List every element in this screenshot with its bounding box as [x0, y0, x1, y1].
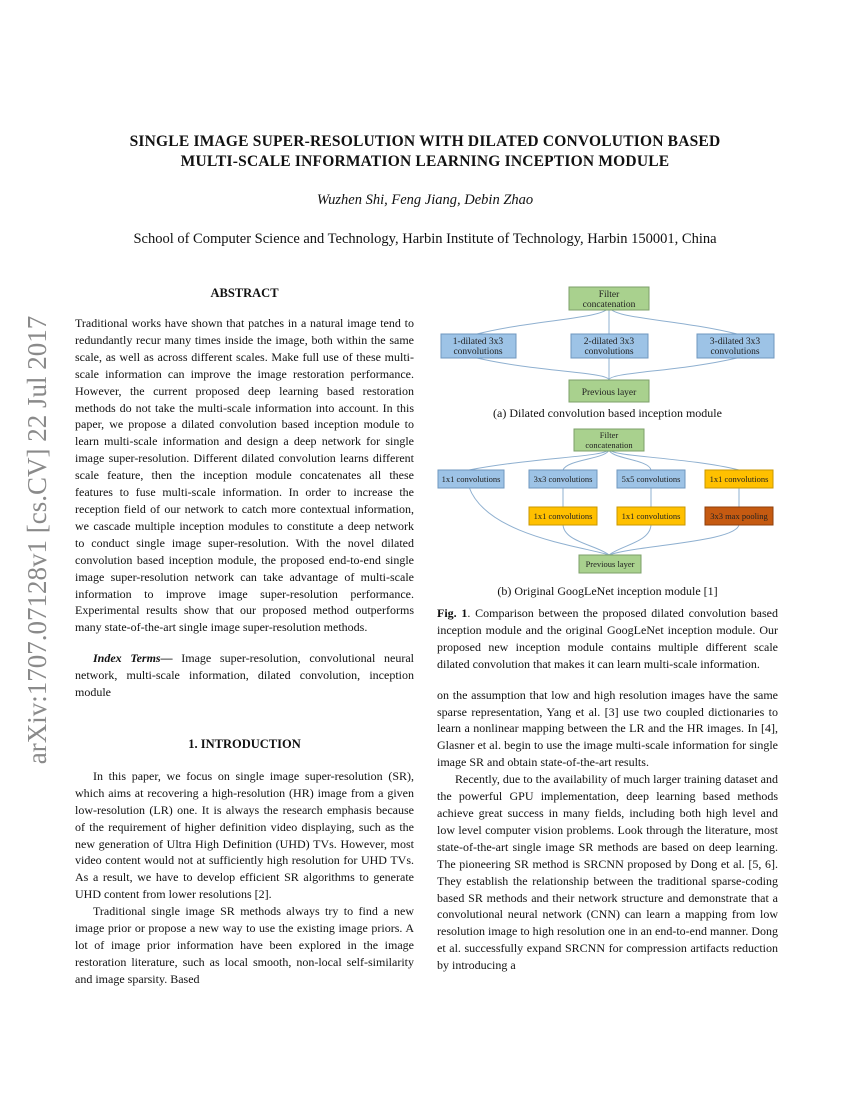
left-column — [75, 286, 414, 988]
paper-title — [60, 132, 790, 172]
title-line-1: SINGLE IMAGE SUPER-RESOLUTION WITH DILATED CONVOLUTION BASED — [129, 133, 721, 150]
fb-top-label-1: Filter — [599, 430, 619, 440]
intro-paragraph-1: In this paper, we focus on single image super-resolution (SR), which aims at recovering a high-resolution (HR) image from a given low-resolution (LR) one. It is always the research emphasis because of the requirement of higher definition video displaying, such as the new generation of Ultra High Definition (UHD) TVs. However, most video content would not at sufficiently high resolution for UHD TVs. As a result, we have to develop efficient SR algorithms to generate UHD content from lower resolutions [2]. — [75, 768, 414, 902]
fa-branch-1-l1: 1-dilated 3x3 — [452, 337, 504, 347]
fb-row1-label-2: 3x3 convolutions — [533, 474, 593, 484]
fa-top-label-2: concatenation — [582, 300, 636, 310]
arxiv-id-text: arXiv:1707.07128v1 [cs.CV] 22 Jul 2017 — [22, 315, 52, 765]
authors: Wuzhen Shi, Feng Jiang, Debin Zhao — [316, 192, 534, 208]
figure-b — [437, 427, 778, 582]
arxiv-stamp — [8, 300, 58, 780]
abstract-heading: ABSTRACT — [210, 286, 279, 300]
fb-row2-label-2: 1x1 convolutions — [621, 511, 681, 521]
fb-edge-top-4 — [609, 449, 739, 470]
fb-top-label-2: concatenation — [585, 440, 633, 450]
fb-bottom-label: Previous layer — [585, 559, 635, 569]
figure-b-caption: (b) Original GoogLeNet inception module [1] — [497, 584, 718, 598]
fb-edge-top-2 — [563, 449, 609, 470]
figure-b-diagram — [437, 427, 778, 582]
figure-caption-text: . Comparison between the proposed dilated convolution based inception module and the original GoogLeNet inception module. Our proposed new inception module contains multiple different scale dilated convolution that makes it can learn multi-scale information. — [437, 606, 778, 671]
intro-heading: 1. INTRODUCTION — [188, 736, 301, 751]
fa-branch-2-l2: convolutions — [584, 347, 634, 357]
figure-b-connectors — [469, 449, 739, 555]
fa-top-label-1: Filter — [598, 290, 620, 300]
figure-caption-label: Fig. 1 — [437, 606, 468, 620]
figure-a-diagram — [437, 284, 778, 404]
fb-row2-label-1: 1x1 convolutions — [533, 511, 593, 521]
figure-caption — [437, 605, 778, 673]
right-paragraph-2: Recently, due to the availability of much larger training dataset and the powerful GPU implementation, deep learning based methods achieve great success in many fields, including both high level and low level computer vision problems. Look through the literature, most state-of-the-art single image SR methods are based on deep learning. The pioneering SR method is SRCNN proposed by Dong et al. [5, 6]. They establish the relationship between the traditional sparse-coding based SR methods and their network structure and demonstrate that a convolutional neural network (CNN) can learn a mapping from low resolution image to high resolution one in an end-to-end manner. Dong et al. successfully expand SRCNN for compression artifacts reduction by introducing a — [437, 772, 778, 973]
abstract-text: Traditional works have shown that patches in a natural image tend to redundantly recur many times inside the image, both within the same scale, as well as across different scales. Make full use of these multi-scale information can improve the image restoration performance. However, the current proposed deep learning based restoration methods do not take the multi-scale information into account. In this paper, we propose a dilated convolution based inception module to learn multi-scale information and design a deep network for single image super-resolution. Different dilated convolution learns different scale feature, then the inception module concatenates all these features to fuse multi-scale information. In order to increase the reception field of our network to catch more contextual information, we cascade multiple inception modules to constitute a deep network to conduct single image super-resolution. With the novel dilated convolution based inception module, the proposed end-to-end single image super-resolution network can take advantage of multi-scale information to improve image super-resolution performance. Experimental results show that our proposed method outperforms many state-of-the-art single image super-resolution methods. — [75, 316, 414, 635]
right-paragraph-1: on the assumption that low and high resolution images have the same sparse representation, Yang et al. [3] use two coupled dictionaries to learn a nonlinear mapping between the LR and the HR images. In [4], Glasner et al. begin to use the image multi-scale information for single image SR and obtain state-of-the-art results. — [437, 687, 778, 770]
index-terms-label: Index Terms— — [93, 651, 173, 666]
index-terms-text: Image super-resolution, convolutional neural network, multi-scale information, dilated convolution, inception module — [75, 651, 414, 700]
fa-branch-2-l1: 2-dilated 3x3 — [583, 337, 635, 347]
fb-row1-label-3: 5x5 convolutions — [621, 474, 681, 484]
intro-paragraph-2: Traditional single image SR methods always try to find a new image prior or propose a new way to use the existing image priors. A lot of image prior information have been explored in the image restoration literature, such as local smooth, non-local self-similarity and image sparsity. Based — [75, 904, 414, 986]
fa-edge-bottom-right — [609, 358, 737, 380]
affiliation: School of Computer Science and Technology, Harbin Institute of Technology, Harbin 150001, China — [133, 231, 717, 247]
fb-row1-label-4: 1x1 convolutions — [709, 474, 769, 484]
fa-branch-1-l2: convolutions — [453, 347, 503, 357]
fb-edge-bot-4 — [609, 524, 739, 555]
fa-branch-3-l1: 3-dilated 3x3 — [709, 337, 761, 347]
fb-row2-label-3: 3x3 max pooling — [710, 511, 768, 521]
index-terms — [75, 650, 414, 701]
title-line-2: MULTI-SCALE INFORMATION LEARNING INCEPTION MODULE — [180, 153, 670, 170]
fa-bottom-label: Previous layer — [581, 388, 637, 398]
right-column — [437, 284, 778, 974]
fa-edge-bottom-left — [477, 358, 609, 380]
fb-row1-label-1: 1x1 convolutions — [441, 474, 501, 484]
figure-a-caption: (a) Dilated convolution based inception module — [493, 406, 722, 420]
figure-a — [437, 284, 778, 404]
fb-edge-bot-2 — [563, 524, 609, 555]
fa-branch-3-l2: convolutions — [710, 347, 760, 357]
